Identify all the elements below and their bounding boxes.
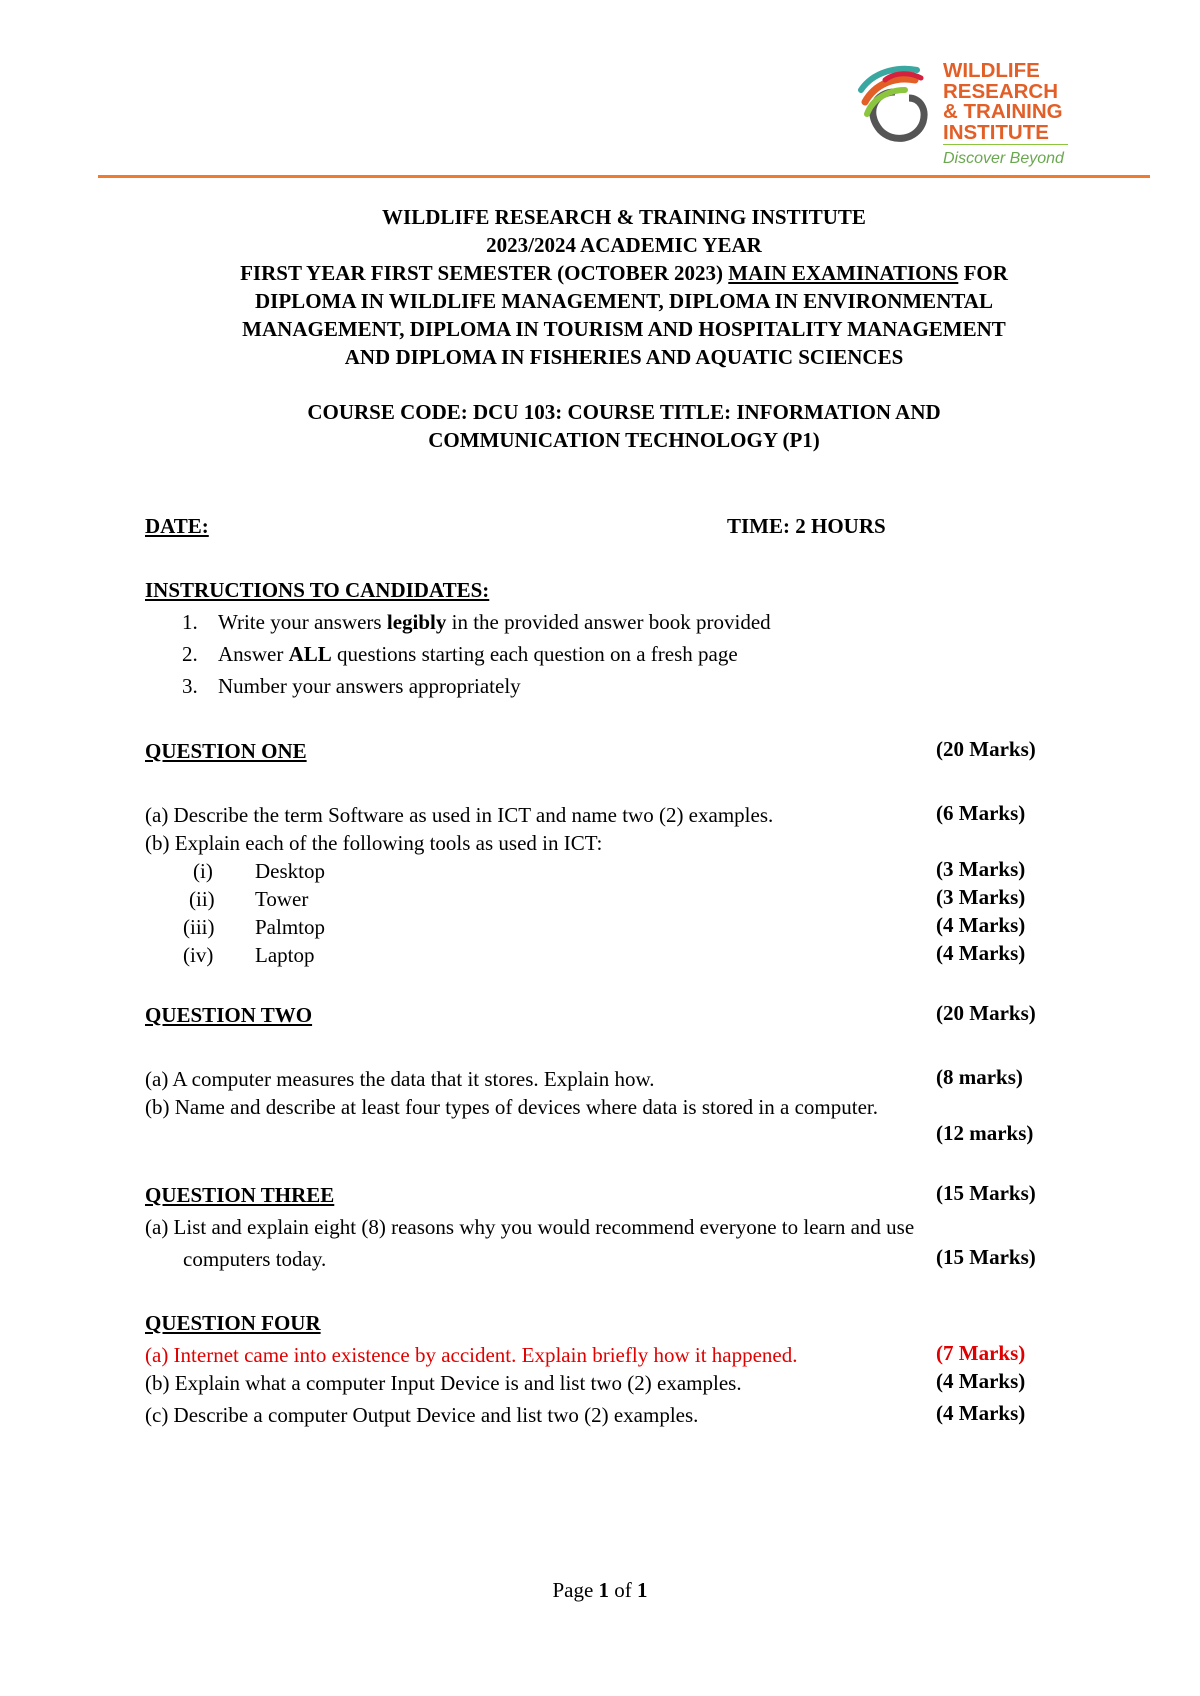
question-three-marks: (15 Marks) — [936, 1181, 1036, 1205]
page-number: Page 1 of 1 — [552, 1578, 648, 1602]
question-two-marks: (20 Marks) — [936, 1001, 1036, 1025]
logo-divider — [943, 144, 1068, 145]
q2-part-b: (b) Name and describe at least four types of devices where data is stored in a computer. — [145, 1095, 878, 1119]
q1-part-a-marks: (6 Marks) — [936, 801, 1026, 825]
course-title: COMMUNICATION TECHNOLOGY (P1) — [428, 428, 820, 452]
instruction-item: Write your answers legibly in the provided answer book provided — [218, 610, 771, 634]
logo-wordmark: WILDLIFE RESEARCH & TRAINING INSTITUTE — [943, 59, 1063, 144]
institute-name: WILDLIFE RESEARCH & TRAINING INSTITUTE — [382, 205, 866, 229]
q4-part-b: (b) Explain what a computer Input Device is and list two (2) examples. — [145, 1371, 742, 1395]
q1-part-a: (a) Describe the term Software as used in ICT and name two (2) examples. — [145, 803, 774, 827]
q1-sub-marks: (3 Marks) — [936, 885, 1026, 909]
course-code: COURSE CODE: DCU 103: COURSE TITLE: INFORMATION AND — [307, 400, 941, 424]
q3-part-a-marks: (15 Marks) — [936, 1245, 1036, 1269]
instruction-number: 1. — [182, 610, 198, 634]
q1-sub-number: (iv) — [183, 943, 214, 967]
q4-part-c: (c) Describe a computer Output Device and list two (2) examples. — [145, 1403, 699, 1427]
programmes-line: AND DIPLOMA IN FISHERIES AND AQUATIC SCIENCES — [344, 345, 904, 369]
institute-logo — [855, 58, 1085, 173]
instruction-item: Number your answers appropriately — [218, 674, 521, 698]
q2-part-b-marks: (12 marks) — [936, 1121, 1034, 1145]
instruction-number: 2. — [182, 642, 198, 666]
question-four-title: QUESTION FOUR — [145, 1311, 321, 1335]
course-header — [98, 398, 1150, 454]
programmes-line: MANAGEMENT, DIPLOMA IN TOURISM AND HOSPITALITY MANAGEMENT — [242, 317, 1006, 341]
q1-sub-marks: (4 Marks) — [936, 913, 1026, 937]
date-label: DATE: — [145, 514, 209, 538]
q1-sub-number: (iii) — [183, 915, 215, 939]
header-divider — [98, 175, 1150, 178]
q4-part-c-marks: (4 Marks) — [936, 1401, 1026, 1425]
logo-tagline: Discover Beyond — [943, 150, 1064, 167]
q4-part-b-marks: (4 Marks) — [936, 1369, 1026, 1393]
programmes-line: DIPLOMA IN WILDLIFE MANAGEMENT, DIPLOMA IN ENVIRONMENTAL — [255, 289, 993, 313]
q1-sub-number: (i) — [193, 859, 213, 883]
q4-part-a: (a) Internet came into existence by accident. Explain briefly how it happened. — [145, 1343, 798, 1367]
question-one-marks: (20 Marks) — [936, 737, 1036, 761]
q3-part-a-line1: (a) List and explain eight (8) reasons why you would recommend everyone to learn and use — [145, 1215, 915, 1239]
instruction-number: 3. — [182, 674, 198, 698]
q2-part-a: (a) A computer measures the data that it stores. Explain how. — [145, 1067, 655, 1091]
exam-description: FIRST YEAR FIRST SEMESTER (OCTOBER 2023) MAIN EXAMINATIONS FOR — [240, 261, 1008, 285]
q1-sub-item: Palmtop — [255, 915, 326, 939]
question-three-title: QUESTION THREE — [145, 1183, 335, 1207]
q2-part-a-marks: (8 marks) — [936, 1065, 1023, 1089]
logo-emblem-icon — [855, 62, 930, 147]
exam-header — [98, 203, 1150, 371]
instruction-item: Answer ALL questions starting each question on a fresh page — [218, 642, 738, 666]
time-label: TIME: 2 HOURS — [727, 514, 886, 538]
academic-year: 2023/2024 ACADEMIC YEAR — [486, 233, 762, 257]
q1-sub-item: Laptop — [255, 943, 315, 967]
q1-part-b: (b) Explain each of the following tools as used in ICT: — [145, 831, 603, 855]
q1-sub-number: (ii) — [189, 887, 215, 911]
instructions-title: INSTRUCTIONS TO CANDIDATES: — [145, 578, 490, 602]
q1-sub-marks: (3 Marks) — [936, 857, 1026, 881]
q1-sub-item: Desktop — [255, 859, 325, 883]
question-two-title: QUESTION TWO — [145, 1003, 313, 1027]
q1-sub-item: Tower — [255, 887, 309, 911]
q1-sub-marks: (4 Marks) — [936, 941, 1026, 965]
q4-part-a-marks: (7 Marks) — [936, 1341, 1026, 1365]
question-one-title: QUESTION ONE — [145, 739, 307, 763]
q3-part-a-line2: computers today. — [183, 1247, 327, 1271]
